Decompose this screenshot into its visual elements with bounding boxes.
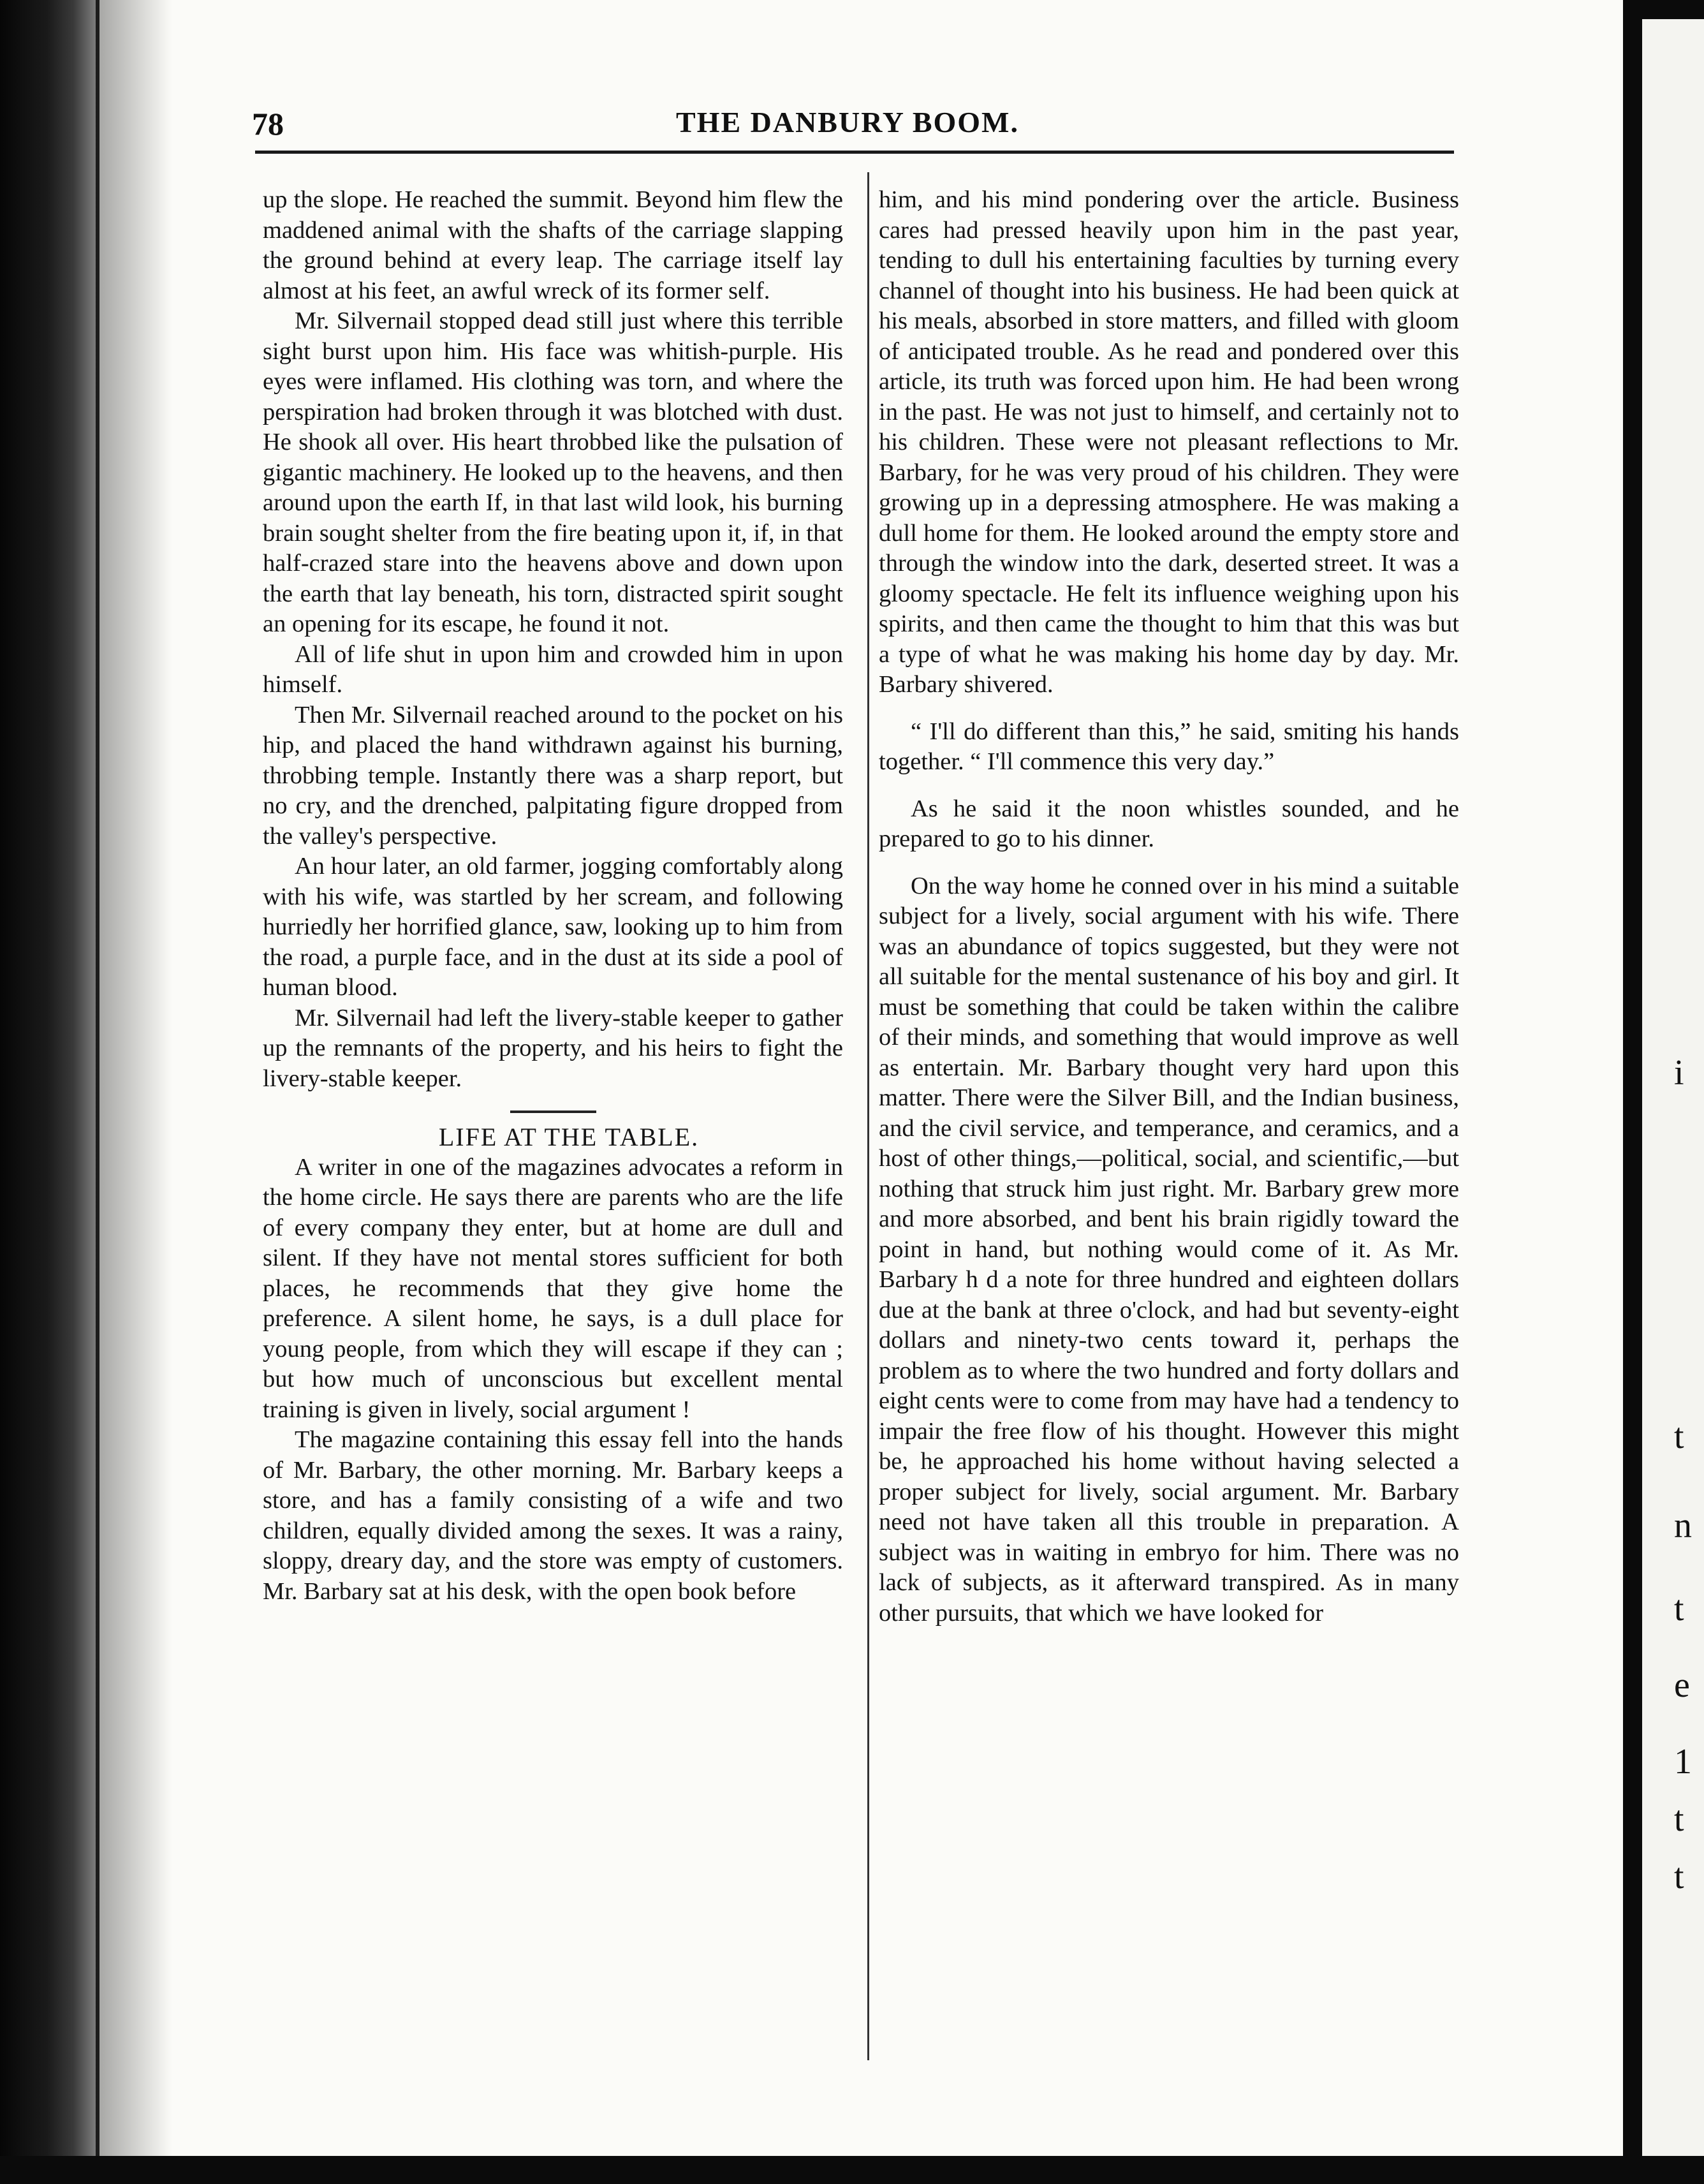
left-column <box>263 185 843 1607</box>
page-number: 78 <box>252 106 284 142</box>
adjacent-page-fragment: t <box>1674 1799 1684 1839</box>
column-divider <box>867 172 869 2060</box>
paragraph: A writer in one of the magazines advocates a reform in the home circle. He says there are parents who are the life of every company they enter, but at home are dull and silent. If they have not mental stores sufficient for both places, he recommends that they give home the preference. A silent home, he says, is a dull place for young people, from which they will escape if they can ; but how much of unconscious but excellent mental training is given in lively, social argument ! <box>263 1153 843 1423</box>
paragraph: The magazine containing this essay fell into the hands of Mr. Barbary, the other morning. Mr. Barbary keeps a store, and has a family consisting of a wife and two children, equally divided among the sexes. It was a rainy, sloppy, dreary day, and the store was empty of customers. Mr. Barbary sat at his desk, with the open book before <box>263 1426 843 1605</box>
running-title: THE DANBURY BOOM. <box>676 106 1019 138</box>
adjacent-page-fragment: t <box>1674 1417 1684 1456</box>
paragraph: up the slope. He reached the summit. Beyond him flew the maddened animal with the shafts of the carriage slapping the ground behind at every leap. The carriage itself lay almost at his feet, an awful wreck of its former self. <box>263 186 843 304</box>
adjacent-page-fragment: 1 <box>1674 1742 1692 1782</box>
section-break-rule <box>510 1110 596 1113</box>
paragraph: All of life shut in upon him and crowded him in upon himself. <box>263 640 843 698</box>
right-column <box>879 185 1459 1628</box>
adjacent-page-fragment: t <box>1674 1589 1684 1628</box>
scan-border-left <box>0 0 105 2184</box>
paragraph: On the way home he conned over in his mind a suitable subject for a lively, social argument with his wife. There was an abundance of topics suggested, but they were not all suitable for the mental sustenance of his boy and girl. It must be something that could be taken within the calibre of their minds, and something that would improve as well as entertain. Mr. Barbary thought very hard upon this matter. There were the Silver Bill, and the Indian business, and the civil service, and temperance, and ceramics, and a host of other things,—political, social, and scientific,—but nothing that struck him just right. Mr. Barbary grew more and more absorbed, and bent his brain rigidly toward the point in hand, but nothing would come of it. As Mr. Barbary h d a note for three hundred and eighteen dollars due at the bank at three o'clock, and had but seventy-eight dollars and ninety-two cents toward it, perhaps the problem as to where the two hundred and forty dollars and eight cents were to come from may have had a tendency to impair the free flow of his thought. However this might be, he approached his home without having selected a proper subject for lively, social argument. Mr. Barbary need not have taken all this trouble in preparation. A subject was in waiting in embryo for him. There was no lack of subjects, as it afterward transpired. As in many other pursuits, that which we have looked for <box>879 872 1459 1627</box>
adjacent-page-fragment: e <box>1674 1665 1690 1705</box>
paragraph: Mr. Silvernail had left the livery-stable keeper to gather up the remnants of the property, and his heirs to fight the livery-stable keeper. <box>263 1004 843 1092</box>
header-rule <box>255 151 1454 154</box>
paragraph: him, and his mind pondering over the article. Business cares had pressed heavily upon him in the past year, tending to dull his entertaining faculties by turning every channel of thought into his business. He had been quick at his meals, absorbed in store matters, and filled with gloom of anticipated trouble. As he read and pondered over this article, its truth was forced upon him. He had been wrong in the past. He was not just to himself, and certainly not to his children. These were not pleasant reflections to Mr. Barbary, for he was very proud of his children. They were growing up in a depressing atmosphere. He was making a dull home for them. He looked around the empty store and through the window into the dark, deserted street. It was a gloomy spectacle. He felt its influence weighing upon his spirits, and then came the thought to him that this was but a type of what he was making his home day by day. Mr. Barbary shivered. <box>879 186 1459 698</box>
adjacent-page-strip <box>1642 19 1704 2184</box>
paragraph: Mr. Silvernail stopped dead still just where this terrible sight burst upon him. His face was whitish-purple. His eyes were inflamed. His clothing was torn, and where the perspiration had broken through it was blotched with dust. He shook all over. His heart throbbed like the pulsation of gigantic machinery. He looked up to the heavens, and then around upon the earth If, in that last wild look, his burning brain sought shelter from the fire beating upon it, if, in that half-crazed stare into the heavens above and down upon the earth that lay beneath, his torn, distracted spirit sought an opening for its escape, he found it not. <box>263 307 843 637</box>
adjacent-page-fragment: i <box>1674 1053 1684 1093</box>
section-heading: LIFE AT THE TABLE. <box>438 1123 700 1151</box>
scan-border-bottom <box>0 2156 1704 2184</box>
adjacent-page-fragment: t <box>1674 1857 1684 1896</box>
page-header <box>252 105 1464 156</box>
paragraph: Then Mr. Silvernail reached around to the pocket on his hip, and placed the hand withdrawn against his burning, throbbing temple. Instantly there was a sharp report, but no cry, and the drenched, palpitating figure dropped from the valley's perspective. <box>263 701 843 850</box>
paragraph: “ I'll do different than this,” he said, smiting his hands together. “ I'll commence this very day.” <box>879 718 1459 775</box>
adjacent-page-fragment: n <box>1674 1506 1692 1546</box>
paragraph: An hour later, an old farmer, jogging comfortably along with his wife, was startled by her scream, and following hurriedly her horrified glance, saw, looking up to him from the road, a purple face, and in the dust at its side a pool of human blood. <box>263 853 843 1001</box>
paragraph: As he said it the noon whistles sounded, and he prepared to go to his dinner. <box>879 795 1459 852</box>
gutter-shadow <box>96 0 172 2169</box>
